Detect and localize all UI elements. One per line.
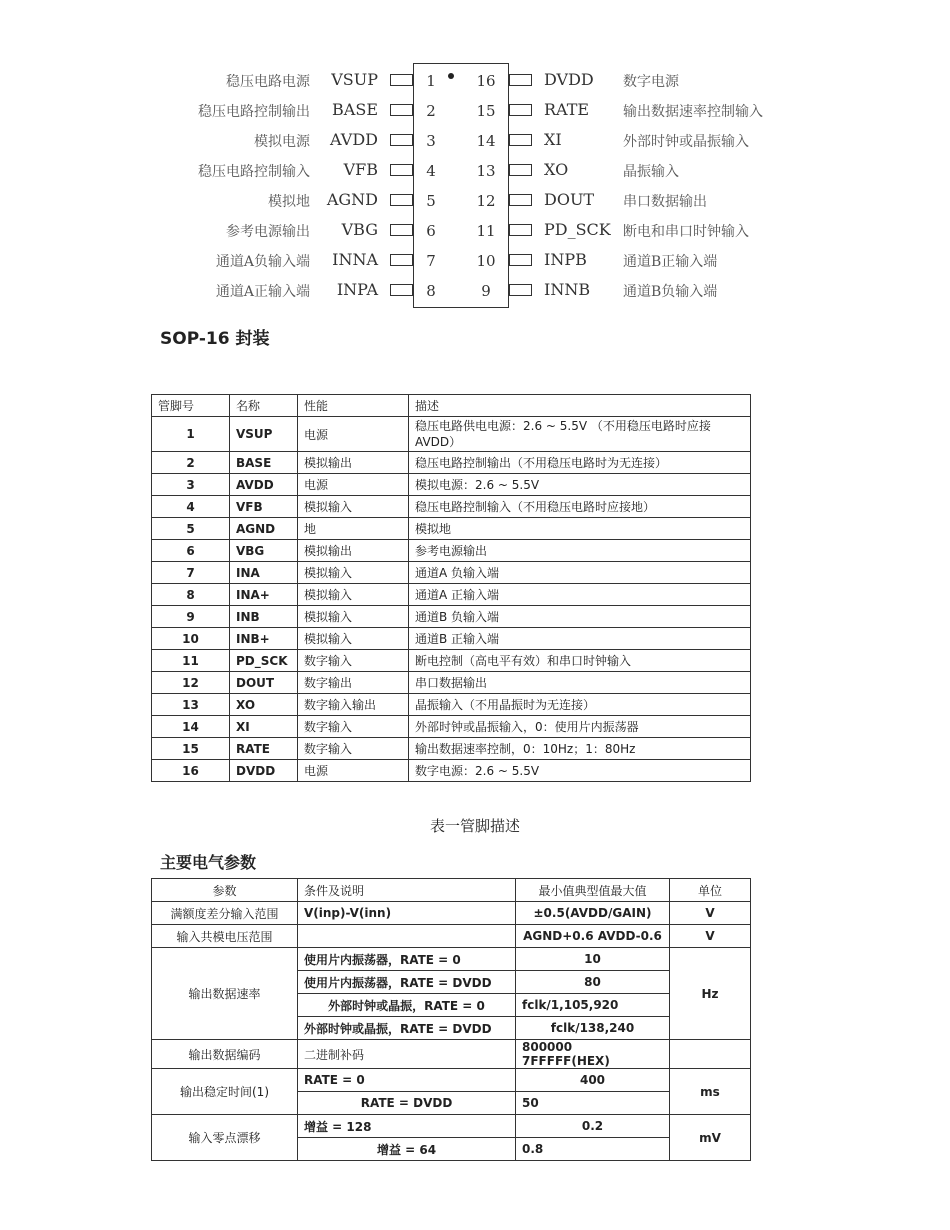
cell-description: 稳压电路供电电源：2.6 ~ 5.5V （不用稳压电路时应接AVDD）	[409, 417, 751, 452]
cell-condition: 增益 = 128	[298, 1115, 516, 1138]
pin-signal-left: VBG	[341, 220, 378, 239]
cell-description: 通道A 正输入端	[409, 584, 751, 606]
pin-number-right: 12	[476, 192, 496, 210]
cell-pin-number: 16	[152, 760, 230, 782]
pin-pad-right	[509, 254, 532, 266]
cell-pin-number: 2	[152, 452, 230, 474]
pin-desc-left: 稳压电路电源	[226, 74, 310, 90]
pin-pad-left	[390, 164, 413, 176]
header-parameter: 参数	[152, 879, 298, 902]
cell-parameter: 输入共模电压范围	[152, 925, 298, 948]
cell-unit: V	[670, 902, 751, 925]
pin-row	[0, 280, 950, 302]
cell-pin-number: 5	[152, 518, 230, 540]
pin-signal-left: INNA	[332, 250, 378, 269]
cell-name: INB+	[230, 628, 298, 650]
cell-description: 稳压电路控制输入（不用稳压电路时应接地）	[409, 496, 751, 518]
table-row	[152, 694, 751, 716]
cell-name: INB	[230, 606, 298, 628]
cell-function: 模拟输入	[298, 606, 409, 628]
pin-signal-right: XO	[544, 160, 569, 179]
cell-condition: RATE = 0	[298, 1069, 516, 1092]
pin-number-left: 3	[426, 132, 436, 150]
cell-function: 模拟输出	[298, 452, 409, 474]
table-row	[152, 417, 751, 452]
pin-desc-right: 数字电源	[623, 74, 679, 90]
pin-desc-right: 断电和串口时钟输入	[623, 224, 749, 240]
pin-row	[0, 130, 950, 152]
pin-desc-right: 外部时钟或晶振输入	[623, 134, 749, 150]
cell-value: fclk/138,240	[516, 1017, 670, 1040]
cell-function: 数字输出	[298, 672, 409, 694]
pin-desc-left: 通道A负输入端	[215, 254, 310, 270]
pin-number-left: 1	[426, 72, 436, 90]
pin-desc-right: 串口数据输出	[623, 194, 707, 210]
cell-description: 输出数据速率控制，0：10Hz；1：80Hz	[409, 738, 751, 760]
pin-pad-left	[390, 134, 413, 146]
pin-signal-right: RATE	[544, 100, 590, 119]
cell-description: 断电控制（高电平有效）和串口时钟输入	[409, 650, 751, 672]
table-row	[152, 760, 751, 782]
cell-pin-number: 7	[152, 562, 230, 584]
pin-row	[0, 100, 950, 122]
cell-condition: 使用片内振荡器，RATE = DVDD	[298, 971, 516, 994]
cell-name: DOUT	[230, 672, 298, 694]
cell-value: fclk/1,105,920	[516, 994, 670, 1017]
pin-number-right: 14	[476, 132, 496, 150]
cell-parameter: 输入零点漂移	[152, 1115, 298, 1161]
pin-number-left: 7	[426, 252, 436, 270]
pin-desc-right: 通道B负输入端	[623, 284, 718, 300]
pin-signal-left: AVDD	[330, 130, 378, 149]
pin-desc-left: 参考电源输出	[226, 224, 310, 240]
cell-pin-number: 13	[152, 694, 230, 716]
pin-number-left: 4	[426, 162, 436, 180]
pin-row	[0, 190, 950, 212]
table-header-row	[152, 395, 751, 417]
pin-row	[0, 220, 950, 242]
section-title: 主要电气参数	[160, 853, 257, 872]
cell-description: 通道B 正输入端	[409, 628, 751, 650]
cell-function: 电源	[298, 417, 409, 452]
cell-name: PD_SCK	[230, 650, 298, 672]
cell-pin-number: 14	[152, 716, 230, 738]
table-row	[152, 606, 751, 628]
header-values: 最小值典型值最大值	[516, 879, 670, 902]
table-row	[152, 474, 751, 496]
header-description: 描述	[409, 395, 751, 417]
header-name: 名称	[230, 395, 298, 417]
pin-desc-right: 输出数据速率控制输入	[623, 104, 763, 120]
table-row	[152, 902, 751, 925]
cell-name: AVDD	[230, 474, 298, 496]
cell-function: 电源	[298, 760, 409, 782]
table-row	[152, 1040, 751, 1069]
pin-pad-left	[390, 284, 413, 296]
pin-desc-right: 通道B正输入端	[623, 254, 718, 270]
cell-pin-number: 10	[152, 628, 230, 650]
cell-name: INA+	[230, 584, 298, 606]
table-row	[152, 948, 751, 971]
cell-function: 模拟输入	[298, 496, 409, 518]
pin-number-right: 10	[476, 252, 496, 270]
cell-description: 晶振输入（不用晶振时为无连接）	[409, 694, 751, 716]
pin-signal-right: DVDD	[544, 70, 594, 89]
cell-name: DVDD	[230, 760, 298, 782]
pin-number-left: 2	[426, 102, 436, 120]
pin-signal-right: DOUT	[544, 190, 595, 209]
header-condition: 条件及说明	[298, 879, 516, 902]
cell-name: AGND	[230, 518, 298, 540]
cell-pin-number: 12	[152, 672, 230, 694]
cell-pin-number: 3	[152, 474, 230, 496]
pin-desc-left: 稳压电路控制输入	[198, 164, 310, 180]
cell-parameter: 满额度差分输入范围	[152, 902, 298, 925]
cell-function: 数字输入	[298, 650, 409, 672]
header-unit: 单位	[670, 879, 751, 902]
table-row	[152, 540, 751, 562]
pin-pad-right	[509, 164, 532, 176]
pin-desc-left: 模拟地	[268, 194, 310, 210]
cell-condition: 二进制补码	[298, 1040, 516, 1069]
cell-function: 电源	[298, 474, 409, 496]
cell-unit	[670, 1040, 751, 1069]
cell-unit: mV	[670, 1115, 751, 1161]
header-function: 性能	[298, 395, 409, 417]
pin-desc-left: 通道A正输入端	[215, 284, 310, 300]
table-row	[152, 716, 751, 738]
cell-function: 数字输入	[298, 716, 409, 738]
pin-pad-left	[390, 74, 413, 86]
cell-condition: 外部时钟或晶振，RATE = DVDD	[298, 1017, 516, 1040]
cell-pin-number: 6	[152, 540, 230, 562]
electrical-parameters-table	[151, 878, 751, 1161]
pin-signal-right: PD_SCK	[544, 220, 611, 239]
table-row	[152, 628, 751, 650]
pin-number-right: 15	[476, 102, 496, 120]
cell-description: 串口数据输出	[409, 672, 751, 694]
cell-pin-number: 8	[152, 584, 230, 606]
cell-value: 800000 7FFFFF(HEX)	[516, 1040, 670, 1069]
cell-function: 数字输入	[298, 738, 409, 760]
table-row	[152, 1115, 751, 1138]
pin-pad-right	[509, 224, 532, 236]
cell-condition: RATE = DVDD	[298, 1092, 516, 1115]
cell-function: 地	[298, 518, 409, 540]
cell-description: 通道B 负输入端	[409, 606, 751, 628]
cell-value: 80	[516, 971, 670, 994]
cell-function: 模拟输出	[298, 540, 409, 562]
pin-signal-left: INPA	[336, 280, 378, 299]
cell-name: BASE	[230, 452, 298, 474]
cell-name: XI	[230, 716, 298, 738]
pin-number-left: 8	[426, 282, 436, 300]
pin-signal-left: VFB	[343, 160, 378, 179]
cell-value: ±0.5(AVDD/GAIN)	[516, 902, 670, 925]
pin-pad-left	[390, 104, 413, 116]
cell-name: VFB	[230, 496, 298, 518]
cell-function: 模拟输入	[298, 628, 409, 650]
pin-description-table	[151, 394, 751, 782]
cell-parameter: 输出数据速率	[152, 948, 298, 1040]
table-row	[152, 650, 751, 672]
table-row	[152, 925, 751, 948]
pin-number-right: 13	[476, 162, 496, 180]
cell-parameter: 输出稳定时间(1)	[152, 1069, 298, 1115]
cell-description: 模拟电源：2.6 ~ 5.5V	[409, 474, 751, 496]
pin-number-right: 16	[476, 72, 496, 90]
pin-signal-left: AGND	[326, 190, 378, 209]
cell-name: RATE	[230, 738, 298, 760]
header-pin-number: 管脚号	[152, 395, 230, 417]
cell-function: 模拟输入	[298, 562, 409, 584]
pin-desc-left: 稳压电路控制输出	[198, 104, 310, 120]
cell-unit: Hz	[670, 948, 751, 1040]
cell-function: 数字输入输出	[298, 694, 409, 716]
cell-description: 数字电源：2.6 ~ 5.5V	[409, 760, 751, 782]
pin-signal-right: INNB	[544, 280, 591, 299]
cell-condition: V(inp)-V(inn)	[298, 902, 516, 925]
cell-function: 模拟输入	[298, 584, 409, 606]
cell-pin-number: 15	[152, 738, 230, 760]
pin-desc-left: 模拟电源	[254, 134, 310, 150]
table-row	[152, 738, 751, 760]
pin-desc-right: 晶振输入	[623, 164, 679, 180]
pin-signal-right: INPB	[544, 250, 587, 269]
table-row	[152, 1069, 751, 1092]
pin-number-right: 11	[476, 222, 496, 240]
pin-number-left: 6	[426, 222, 436, 240]
cell-description: 稳压电路控制输出（不用稳压电路时为无连接）	[409, 452, 751, 474]
cell-name: VSUP	[230, 417, 298, 452]
cell-name: VBG	[230, 540, 298, 562]
cell-condition	[298, 925, 516, 948]
cell-description: 通道A 负输入端	[409, 562, 751, 584]
table-row	[152, 584, 751, 606]
table-row	[152, 562, 751, 584]
table-row	[152, 496, 751, 518]
pin-pad-right	[509, 74, 532, 86]
pin-pad-right	[509, 104, 532, 116]
cell-pin-number: 4	[152, 496, 230, 518]
table-row	[152, 672, 751, 694]
table-header-row	[152, 879, 751, 902]
cell-value: 0.2	[516, 1115, 670, 1138]
cell-unit: V	[670, 925, 751, 948]
cell-value: 50	[516, 1092, 670, 1115]
pin-pad-right	[509, 194, 532, 206]
cell-value: 10	[516, 948, 670, 971]
pin-row	[0, 70, 950, 92]
pin-signal-left: VSUP	[331, 70, 378, 89]
cell-condition: 增益 = 64	[298, 1138, 516, 1161]
pin-signal-left: BASE	[332, 100, 378, 119]
cell-value: 400	[516, 1069, 670, 1092]
pin-number-left: 5	[426, 192, 436, 210]
cell-value: AGND+0.6 AVDD-0.6	[516, 925, 670, 948]
cell-description: 外部时钟或晶振输入，0：使用片内振荡器	[409, 716, 751, 738]
cell-name: XO	[230, 694, 298, 716]
pin-pad-left	[390, 224, 413, 236]
pin-signal-right: XI	[544, 130, 562, 149]
pin-pad-right	[509, 284, 532, 296]
pin-pad-left	[390, 194, 413, 206]
cell-condition: 使用片内振荡器，RATE = 0	[298, 948, 516, 971]
cell-unit: ms	[670, 1069, 751, 1115]
pinout-diagram	[0, 0, 950, 320]
table-caption: 表一管脚描述	[429, 817, 520, 835]
cell-description: 模拟地	[409, 518, 751, 540]
table-row	[152, 452, 751, 474]
cell-pin-number: 1	[152, 417, 230, 452]
pin-row	[0, 250, 950, 272]
pin-number-right: 9	[481, 282, 491, 300]
pin-pad-right	[509, 134, 532, 146]
package-title: SOP-16 封装	[160, 329, 270, 349]
cell-pin-number: 11	[152, 650, 230, 672]
pin-pad-left	[390, 254, 413, 266]
cell-description: 参考电源输出	[409, 540, 751, 562]
pin-row	[0, 160, 950, 182]
cell-parameter: 输出数据编码	[152, 1040, 298, 1069]
cell-pin-number: 9	[152, 606, 230, 628]
cell-condition: 外部时钟或晶振，RATE = 0	[298, 994, 516, 1017]
cell-value: 0.8	[516, 1138, 670, 1161]
table-row	[152, 518, 751, 540]
cell-name: INA	[230, 562, 298, 584]
